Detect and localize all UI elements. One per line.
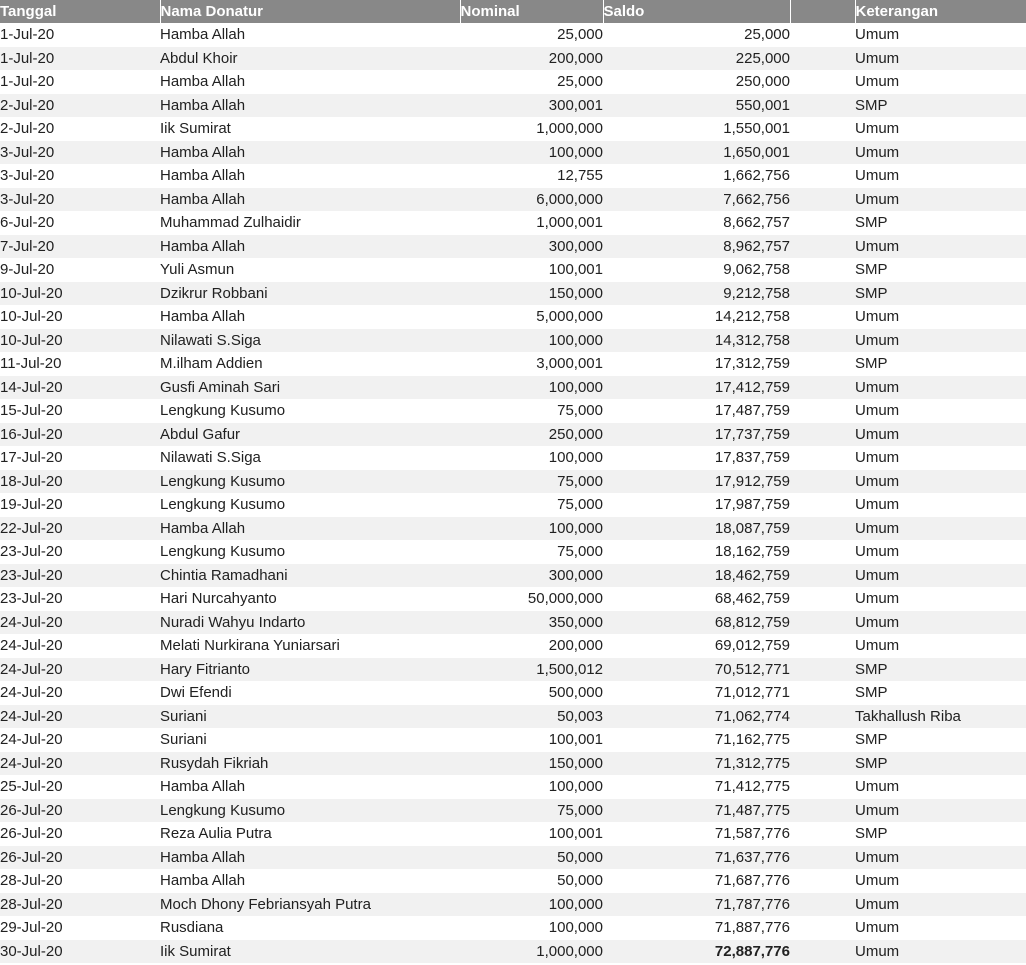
- cell-keterangan: SMP: [855, 752, 1026, 776]
- cell-nama-donatur: Hari Nurcahyanto: [160, 587, 460, 611]
- cell-spacer: [790, 141, 855, 165]
- cell-nominal: 100,000: [460, 446, 603, 470]
- cell-spacer: [790, 352, 855, 376]
- cell-nominal: 25,000: [460, 70, 603, 94]
- cell-tanggal: 23-Jul-20: [0, 540, 160, 564]
- table-row: [0, 681, 1026, 705]
- cell-spacer: [790, 282, 855, 306]
- cell-keterangan: Umum: [855, 846, 1026, 870]
- cell-keterangan: Umum: [855, 470, 1026, 494]
- cell-spacer: [790, 376, 855, 400]
- cell-tanggal: 10-Jul-20: [0, 305, 160, 329]
- cell-nama-donatur: Rusdiana: [160, 916, 460, 940]
- cell-keterangan: Umum: [855, 634, 1026, 658]
- cell-nominal: 300,000: [460, 564, 603, 588]
- table-row: [0, 752, 1026, 776]
- cell-tanggal: 25-Jul-20: [0, 775, 160, 799]
- cell-nama-donatur: Hamba Allah: [160, 775, 460, 799]
- cell-keterangan: Umum: [855, 916, 1026, 940]
- cell-saldo: 17,912,759: [603, 470, 790, 494]
- cell-keterangan: Umum: [855, 117, 1026, 141]
- table-row: [0, 916, 1026, 940]
- table-row: [0, 188, 1026, 212]
- column-header-saldo: Saldo: [603, 0, 790, 23]
- cell-spacer: [790, 470, 855, 494]
- cell-nominal: 50,003: [460, 705, 603, 729]
- cell-nama-donatur: Hamba Allah: [160, 235, 460, 259]
- cell-nominal: 5,000,000: [460, 305, 603, 329]
- cell-nama-donatur: Suriani: [160, 728, 460, 752]
- cell-nama-donatur: Iik Sumirat: [160, 117, 460, 141]
- cell-saldo: 17,837,759: [603, 446, 790, 470]
- cell-saldo: 550,001: [603, 94, 790, 118]
- table-row: [0, 164, 1026, 188]
- cell-nama-donatur: Nilawati S.Siga: [160, 329, 460, 353]
- cell-keterangan: SMP: [855, 211, 1026, 235]
- cell-keterangan: Umum: [855, 329, 1026, 353]
- cell-tanggal: 11-Jul-20: [0, 352, 160, 376]
- cell-saldo: 17,487,759: [603, 399, 790, 423]
- cell-keterangan: Umum: [855, 893, 1026, 917]
- cell-saldo: 71,162,775: [603, 728, 790, 752]
- column-header-nama-donatur: Nama Donatur: [160, 0, 460, 23]
- cell-nominal: 50,000,000: [460, 587, 603, 611]
- cell-nominal: 3,000,001: [460, 352, 603, 376]
- cell-nama-donatur: Dwi Efendi: [160, 681, 460, 705]
- cell-tanggal: 1-Jul-20: [0, 23, 160, 47]
- cell-nominal: 300,000: [460, 235, 603, 259]
- cell-keterangan: SMP: [855, 282, 1026, 306]
- cell-keterangan: Umum: [855, 540, 1026, 564]
- cell-keterangan: Umum: [855, 23, 1026, 47]
- cell-nominal: 100,000: [460, 517, 603, 541]
- table-row: [0, 517, 1026, 541]
- table-row: [0, 23, 1026, 47]
- cell-tanggal: 18-Jul-20: [0, 470, 160, 494]
- cell-saldo: 71,487,775: [603, 799, 790, 823]
- cell-nama-donatur: Yuli Asmun: [160, 258, 460, 282]
- column-header-keterangan: Keterangan: [855, 0, 1026, 23]
- cell-keterangan: Umum: [855, 446, 1026, 470]
- cell-tanggal: 28-Jul-20: [0, 869, 160, 893]
- cell-spacer: [790, 329, 855, 353]
- cell-nama-donatur: Rusydah Fikriah: [160, 752, 460, 776]
- cell-tanggal: 1-Jul-20: [0, 47, 160, 71]
- cell-nominal: 1,000,001: [460, 211, 603, 235]
- table-row: [0, 540, 1026, 564]
- cell-nominal: 100,000: [460, 376, 603, 400]
- table-row: [0, 70, 1026, 94]
- cell-nominal: 150,000: [460, 282, 603, 306]
- cell-saldo: 17,737,759: [603, 423, 790, 447]
- cell-nama-donatur: Lengkung Kusumo: [160, 540, 460, 564]
- table-row: [0, 141, 1026, 165]
- cell-tanggal: 23-Jul-20: [0, 587, 160, 611]
- cell-tanggal: 10-Jul-20: [0, 329, 160, 353]
- cell-saldo: 17,412,759: [603, 376, 790, 400]
- cell-spacer: [790, 893, 855, 917]
- cell-nominal: 200,000: [460, 634, 603, 658]
- cell-tanggal: 30-Jul-20: [0, 940, 160, 964]
- cell-tanggal: 6-Jul-20: [0, 211, 160, 235]
- cell-spacer: [790, 211, 855, 235]
- cell-nominal: 100,000: [460, 141, 603, 165]
- cell-spacer: [790, 258, 855, 282]
- cell-tanggal: 17-Jul-20: [0, 446, 160, 470]
- cell-tanggal: 2-Jul-20: [0, 94, 160, 118]
- table-header-row: [0, 0, 1026, 23]
- table-row: [0, 799, 1026, 823]
- cell-nominal: 100,000: [460, 329, 603, 353]
- cell-spacer: [790, 399, 855, 423]
- cell-spacer: [790, 446, 855, 470]
- cell-nama-donatur: Hary Fitrianto: [160, 658, 460, 682]
- cell-nama-donatur: Reza Aulia Putra: [160, 822, 460, 846]
- table-row: [0, 611, 1026, 635]
- cell-nama-donatur: Hamba Allah: [160, 141, 460, 165]
- cell-keterangan: Umum: [855, 376, 1026, 400]
- cell-nominal: 75,000: [460, 540, 603, 564]
- cell-spacer: [790, 728, 855, 752]
- cell-nominal: 50,000: [460, 846, 603, 870]
- cell-nominal: 50,000: [460, 869, 603, 893]
- cell-nominal: 100,001: [460, 258, 603, 282]
- cell-saldo: 71,412,775: [603, 775, 790, 799]
- cell-nominal: 100,000: [460, 916, 603, 940]
- cell-tanggal: 3-Jul-20: [0, 188, 160, 212]
- cell-nama-donatur: Hamba Allah: [160, 517, 460, 541]
- cell-nama-donatur: Abdul Gafur: [160, 423, 460, 447]
- cell-nominal: 300,001: [460, 94, 603, 118]
- cell-nama-donatur: Lengkung Kusumo: [160, 470, 460, 494]
- cell-saldo: 14,312,758: [603, 329, 790, 353]
- table-row: [0, 423, 1026, 447]
- cell-nama-donatur: Lengkung Kusumo: [160, 799, 460, 823]
- cell-tanggal: 26-Jul-20: [0, 799, 160, 823]
- cell-spacer: [790, 916, 855, 940]
- cell-spacer: [790, 799, 855, 823]
- cell-spacer: [790, 822, 855, 846]
- column-header-tanggal: Tanggal: [0, 0, 160, 23]
- cell-keterangan: Umum: [855, 141, 1026, 165]
- cell-nama-donatur: Lengkung Kusumo: [160, 493, 460, 517]
- cell-saldo: 71,687,776: [603, 869, 790, 893]
- cell-tanggal: 3-Jul-20: [0, 141, 160, 165]
- cell-nama-donatur: Hamba Allah: [160, 305, 460, 329]
- table-row: [0, 493, 1026, 517]
- cell-tanggal: 26-Jul-20: [0, 822, 160, 846]
- table-row: [0, 564, 1026, 588]
- cell-tanggal: 24-Jul-20: [0, 752, 160, 776]
- cell-nama-donatur: Hamba Allah: [160, 188, 460, 212]
- cell-keterangan: Umum: [855, 164, 1026, 188]
- cell-nominal: 75,000: [460, 399, 603, 423]
- cell-saldo: 1,662,756: [603, 164, 790, 188]
- column-header-nominal: Nominal: [460, 0, 603, 23]
- cell-keterangan: SMP: [855, 94, 1026, 118]
- cell-nama-donatur: Hamba Allah: [160, 869, 460, 893]
- table-row: [0, 47, 1026, 71]
- table-body: [0, 23, 1026, 963]
- cell-nama-donatur: Hamba Allah: [160, 164, 460, 188]
- cell-nominal: 100,001: [460, 728, 603, 752]
- cell-nominal: 75,000: [460, 799, 603, 823]
- table-row: [0, 822, 1026, 846]
- table-row: [0, 211, 1026, 235]
- cell-keterangan: Takhallush Riba: [855, 705, 1026, 729]
- table-row: [0, 376, 1026, 400]
- cell-saldo: 71,012,771: [603, 681, 790, 705]
- cell-tanggal: 28-Jul-20: [0, 893, 160, 917]
- cell-spacer: [790, 70, 855, 94]
- cell-nama-donatur: Iik Sumirat: [160, 940, 460, 964]
- cell-saldo: 250,000: [603, 70, 790, 94]
- cell-keterangan: Umum: [855, 493, 1026, 517]
- cell-saldo: 1,650,001: [603, 141, 790, 165]
- cell-spacer: [790, 117, 855, 141]
- cell-tanggal: 29-Jul-20: [0, 916, 160, 940]
- cell-saldo: 14,212,758: [603, 305, 790, 329]
- cell-spacer: [790, 587, 855, 611]
- cell-saldo: 9,062,758: [603, 258, 790, 282]
- cell-nominal: 100,001: [460, 822, 603, 846]
- cell-nama-donatur: Muhammad Zulhaidir: [160, 211, 460, 235]
- cell-nominal: 200,000: [460, 47, 603, 71]
- cell-nominal: 75,000: [460, 470, 603, 494]
- cell-nama-donatur: Suriani: [160, 705, 460, 729]
- cell-saldo: 18,087,759: [603, 517, 790, 541]
- cell-keterangan: Umum: [855, 188, 1026, 212]
- table-row: [0, 587, 1026, 611]
- table-row: [0, 705, 1026, 729]
- cell-tanggal: 3-Jul-20: [0, 164, 160, 188]
- cell-nominal: 150,000: [460, 752, 603, 776]
- table-row: [0, 775, 1026, 799]
- cell-keterangan: Umum: [855, 47, 1026, 71]
- cell-tanggal: 24-Jul-20: [0, 705, 160, 729]
- table-row: [0, 282, 1026, 306]
- cell-tanggal: 24-Jul-20: [0, 634, 160, 658]
- cell-nama-donatur: Dzikrur Robbani: [160, 282, 460, 306]
- cell-tanggal: 23-Jul-20: [0, 564, 160, 588]
- cell-nominal: 100,000: [460, 775, 603, 799]
- cell-saldo: 17,987,759: [603, 493, 790, 517]
- cell-keterangan: Umum: [855, 775, 1026, 799]
- cell-tanggal: 14-Jul-20: [0, 376, 160, 400]
- cell-spacer: [790, 611, 855, 635]
- cell-saldo: 68,812,759: [603, 611, 790, 635]
- cell-nominal: 1,000,000: [460, 117, 603, 141]
- cell-keterangan: Umum: [855, 70, 1026, 94]
- cell-keterangan: Umum: [855, 305, 1026, 329]
- cell-spacer: [790, 540, 855, 564]
- table-row: [0, 305, 1026, 329]
- table-row: [0, 634, 1026, 658]
- table-row: [0, 258, 1026, 282]
- cell-tanggal: 1-Jul-20: [0, 70, 160, 94]
- cell-spacer: [790, 564, 855, 588]
- cell-saldo: 8,962,757: [603, 235, 790, 259]
- cell-tanggal: 10-Jul-20: [0, 282, 160, 306]
- cell-saldo: 71,062,774: [603, 705, 790, 729]
- cell-keterangan: Umum: [855, 564, 1026, 588]
- cell-spacer: [790, 94, 855, 118]
- cell-keterangan: SMP: [855, 822, 1026, 846]
- cell-nominal: 12,755: [460, 164, 603, 188]
- cell-nama-donatur: Hamba Allah: [160, 94, 460, 118]
- cell-spacer: [790, 634, 855, 658]
- cell-nama-donatur: Gusfi Aminah Sari: [160, 376, 460, 400]
- cell-tanggal: 16-Jul-20: [0, 423, 160, 447]
- cell-spacer: [790, 705, 855, 729]
- cell-spacer: [790, 658, 855, 682]
- cell-saldo: 17,312,759: [603, 352, 790, 376]
- table-row: [0, 329, 1026, 353]
- cell-tanggal: 7-Jul-20: [0, 235, 160, 259]
- cell-tanggal: 24-Jul-20: [0, 658, 160, 682]
- cell-saldo: 9,212,758: [603, 282, 790, 306]
- cell-keterangan: Umum: [855, 587, 1026, 611]
- cell-tanggal: 24-Jul-20: [0, 611, 160, 635]
- cell-saldo: 71,637,776: [603, 846, 790, 870]
- cell-tanggal: 24-Jul-20: [0, 681, 160, 705]
- cell-nama-donatur: Abdul Khoir: [160, 47, 460, 71]
- cell-keterangan: Umum: [855, 423, 1026, 447]
- table-row: [0, 658, 1026, 682]
- table-row: [0, 352, 1026, 376]
- table-row: [0, 446, 1026, 470]
- cell-spacer: [790, 940, 855, 964]
- cell-keterangan: Umum: [855, 869, 1026, 893]
- cell-saldo: 71,587,776: [603, 822, 790, 846]
- cell-nominal: 25,000: [460, 23, 603, 47]
- cell-saldo: 7,662,756: [603, 188, 790, 212]
- cell-nominal: 500,000: [460, 681, 603, 705]
- table-row: [0, 399, 1026, 423]
- cell-saldo: 69,012,759: [603, 634, 790, 658]
- cell-spacer: [790, 164, 855, 188]
- table-row: [0, 235, 1026, 259]
- cell-tanggal: 26-Jul-20: [0, 846, 160, 870]
- cell-saldo: 71,312,775: [603, 752, 790, 776]
- cell-spacer: [790, 775, 855, 799]
- cell-keterangan: SMP: [855, 681, 1026, 705]
- cell-nama-donatur: Hamba Allah: [160, 23, 460, 47]
- cell-nama-donatur: Hamba Allah: [160, 846, 460, 870]
- cell-saldo: 70,512,771: [603, 658, 790, 682]
- table-row: [0, 846, 1026, 870]
- cell-nominal: 100,000: [460, 893, 603, 917]
- cell-spacer: [790, 869, 855, 893]
- cell-saldo: 71,887,776: [603, 916, 790, 940]
- cell-spacer: [790, 47, 855, 71]
- cell-saldo: 18,162,759: [603, 540, 790, 564]
- cell-keterangan: SMP: [855, 258, 1026, 282]
- cell-nama-donatur: Nilawati S.Siga: [160, 446, 460, 470]
- cell-keterangan: Umum: [855, 799, 1026, 823]
- cell-nama-donatur: Lengkung Kusumo: [160, 399, 460, 423]
- cell-tanggal: 22-Jul-20: [0, 517, 160, 541]
- table-row: [0, 94, 1026, 118]
- column-header-spacer: [790, 0, 855, 23]
- cell-nama-donatur: Hamba Allah: [160, 70, 460, 94]
- table-row: [0, 728, 1026, 752]
- cell-saldo: 225,000: [603, 47, 790, 71]
- cell-spacer: [790, 188, 855, 212]
- cell-nominal: 1,500,012: [460, 658, 603, 682]
- cell-nominal: 1,000,000: [460, 940, 603, 964]
- cell-spacer: [790, 681, 855, 705]
- cell-spacer: [790, 752, 855, 776]
- table-row: [0, 470, 1026, 494]
- cell-tanggal: 19-Jul-20: [0, 493, 160, 517]
- cell-nominal: 6,000,000: [460, 188, 603, 212]
- cell-spacer: [790, 517, 855, 541]
- table-row: [0, 940, 1026, 964]
- cell-spacer: [790, 23, 855, 47]
- cell-saldo: 72,887,776: [603, 940, 790, 964]
- cell-tanggal: 24-Jul-20: [0, 728, 160, 752]
- cell-tanggal: 9-Jul-20: [0, 258, 160, 282]
- cell-saldo: 1,550,001: [603, 117, 790, 141]
- cell-saldo: 25,000: [603, 23, 790, 47]
- cell-tanggal: 15-Jul-20: [0, 399, 160, 423]
- table-row: [0, 893, 1026, 917]
- table-row: [0, 869, 1026, 893]
- cell-spacer: [790, 493, 855, 517]
- cell-nama-donatur: M.ilham Addien: [160, 352, 460, 376]
- cell-spacer: [790, 305, 855, 329]
- cell-saldo: 18,462,759: [603, 564, 790, 588]
- cell-keterangan: SMP: [855, 658, 1026, 682]
- cell-nominal: 350,000: [460, 611, 603, 635]
- cell-nama-donatur: Melati Nurkirana Yuniarsari: [160, 634, 460, 658]
- cell-saldo: 68,462,759: [603, 587, 790, 611]
- cell-keterangan: Umum: [855, 235, 1026, 259]
- cell-saldo: 71,787,776: [603, 893, 790, 917]
- cell-keterangan: Umum: [855, 399, 1026, 423]
- cell-spacer: [790, 846, 855, 870]
- cell-spacer: [790, 235, 855, 259]
- cell-keterangan: Umum: [855, 611, 1026, 635]
- cell-nominal: 75,000: [460, 493, 603, 517]
- cell-tanggal: 2-Jul-20: [0, 117, 160, 141]
- cell-nama-donatur: Moch Dhony Febriansyah Putra: [160, 893, 460, 917]
- cell-nama-donatur: Chintia Ramadhani: [160, 564, 460, 588]
- cell-saldo: 8,662,757: [603, 211, 790, 235]
- cell-nominal: 250,000: [460, 423, 603, 447]
- table-row: [0, 117, 1026, 141]
- cell-keterangan: Umum: [855, 940, 1026, 964]
- cell-nama-donatur: Nuradi Wahyu Indarto: [160, 611, 460, 635]
- cell-keterangan: SMP: [855, 728, 1026, 752]
- cell-spacer: [790, 423, 855, 447]
- cell-keterangan: SMP: [855, 352, 1026, 376]
- cell-keterangan: Umum: [855, 517, 1026, 541]
